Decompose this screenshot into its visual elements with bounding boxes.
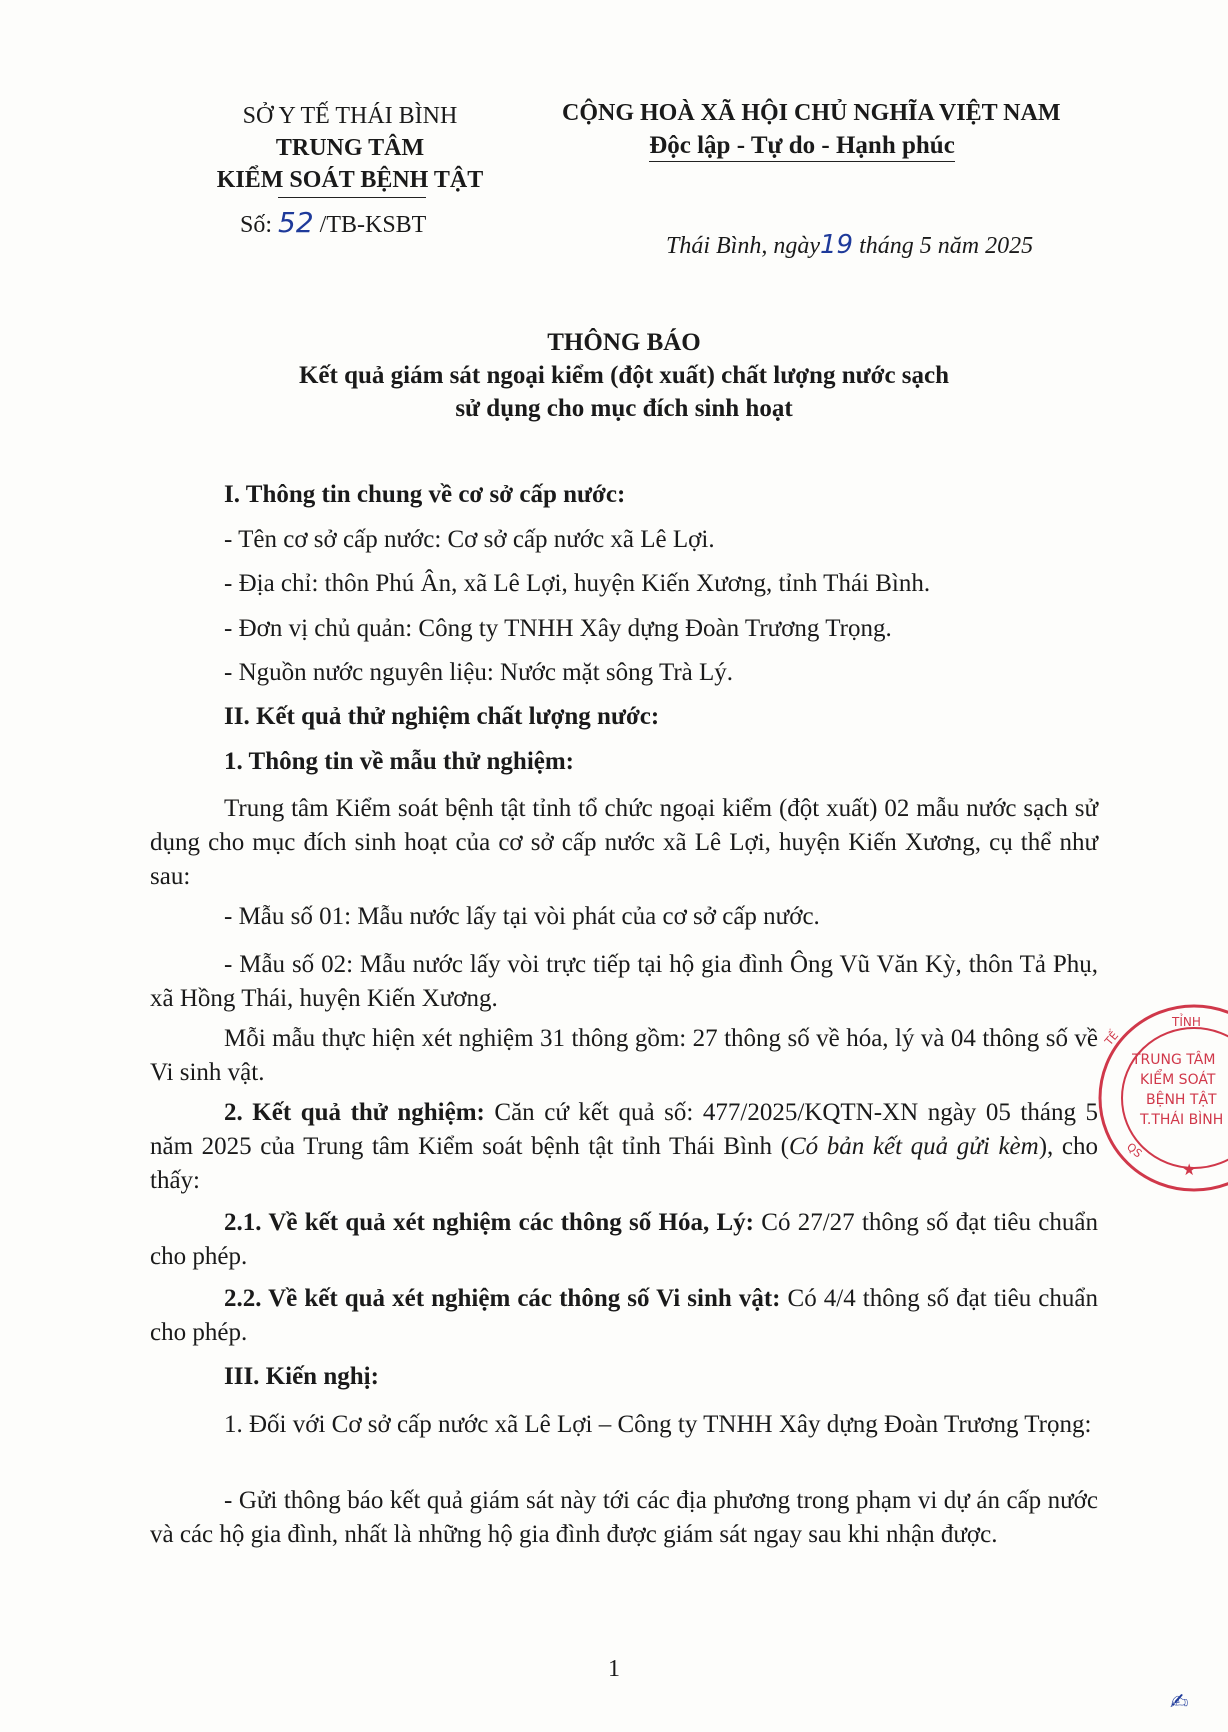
results-heading: 2. Kết quả thử nghiệm: (224, 1099, 485, 1126)
results-paragraph (150, 1096, 1098, 1198)
agency-center: TRUNG TÂM (275, 135, 425, 161)
result-micro-text: Có 4/4 thông số đạt tiêu chuẩn cho phép. (150, 1285, 1098, 1346)
svg-text:QS: QS (1124, 1140, 1145, 1161)
date-day-handwritten: 19 (820, 230, 854, 260)
date-line (666, 230, 1033, 260)
results-end: ), cho thấy: (150, 1133, 1099, 1194)
number-handwritten: 52 (278, 206, 314, 239)
handwritten-initial-icon: ✍ (1170, 1690, 1189, 1715)
section-2-heading: II. Kết quả thử nghiệm chất lượng nước: (224, 703, 660, 730)
svg-text:★: ★ (1182, 1160, 1197, 1179)
result-physchem-heading: 2.1. Về kết quả xét nghiệm các thông số Hóa, Lý: (224, 1209, 754, 1236)
date-prefix: Thái Bình, ngày (666, 233, 820, 259)
agency-name: KIỂM SOÁT BỆNH TẬT (216, 167, 484, 193)
stamp-line-3: BỆNH TẬT (1146, 1092, 1217, 1108)
document-number (240, 206, 426, 239)
agency-ministry: SỞ Y TẾ THÁI BÌNH (242, 103, 458, 129)
info-source: - Nguồn nước nguyên liệu: Nước mặt sông Trà Lý. (224, 659, 734, 686)
doc-title: THÔNG BÁO (547, 329, 701, 356)
agency-underline (278, 197, 426, 198)
result-physchem-text: Có 27/27 thông số đạt tiêu chuẩn cho phép. (150, 1209, 1098, 1270)
sample-1: - Mẫu số 01: Mẫu nước lấy tại vòi phát của cơ sở cấp nước. (224, 903, 820, 930)
agency-block (190, 100, 510, 196)
section-2-1-heading: 1. Thông tin về mẫu thử nghiệm: (224, 748, 575, 775)
info-owner: - Đơn vị chủ quản: Công ty TNHH Xây dựng Đoàn Trương Trọng. (224, 615, 892, 642)
section-1-heading: I. Thông tin chung về cơ sở cấp nước: (224, 481, 626, 508)
motto: Độc lập - Tự do - Hạnh phúc (649, 132, 955, 162)
stamp-line-2: KIỂM SOÁT (1140, 1072, 1216, 1088)
number-suffix: /TB-KSBT (319, 212, 427, 238)
section-3-heading: III. Kiến nghị: (224, 1363, 379, 1390)
sample-info-paragraph: Trung tâm Kiểm soát bệnh tật tỉnh tổ chức ngoại kiểm (đột xuất) 02 mẫu nước sạch sử dụng cho mục đích sinh hoạt của cơ sở cấp nước xã Lê Lợi, huyện Kiến Xương, cụ thể như sau: (150, 795, 1098, 890)
recommendation-1-detail: - Gửi thông báo kết quả giám sát này tới các địa phương trong phạm vi dự án cấp nước và các hộ gia đình, nhất là những hộ gia đình được giám sát ngay sau khi nhận được. (150, 1487, 1098, 1548)
nation-title: CỘNG HOÀ XÃ HỘI CHỦ NGHĨA VIỆT NAM (562, 100, 1061, 126)
tests-paragraph: Mỗi mẫu thực hiện xét nghiệm 31 thông gồm: 27 thông số về hóa, lý và 04 thông số về Vi sinh vật. (150, 1025, 1098, 1086)
results-attachment: Có bản kết quả gửi kèm (788, 1133, 1039, 1160)
result-physchem (150, 1206, 1098, 1274)
number-label: Số: (240, 212, 273, 238)
page-number: 1 (608, 1656, 620, 1682)
doc-subtitle-2: sử dụng cho mục đích sinh hoạt (455, 395, 793, 422)
results-text: Căn cứ kết quả số: 477/2025/KQTN-XN ngày 05 tháng 5 năm 2025 của Trung tâm Kiểm soát bệnh tật tỉnh Thái Bình ( (150, 1099, 1098, 1160)
svg-text:TẾ: TẾ (1102, 1029, 1122, 1048)
red-stamp (1096, 1000, 1228, 1196)
motto-wrap (562, 132, 1042, 160)
result-micro (150, 1282, 1098, 1350)
stamp-top: TỈNH (1172, 1015, 1201, 1029)
info-facility-name: - Tên cơ sở cấp nước: Cơ sở cấp nước xã Lê Lợi. (224, 526, 715, 553)
stamp-line-4: T.THÁI BÌNH (1140, 1112, 1224, 1128)
sample-2: - Mẫu số 02: Mẫu nước lấy vòi trực tiếp tại hộ gia đình Ông Vũ Văn Kỳ, thôn Tả Phụ, xã Hồng Thái, huyện Kiến Xương. (150, 951, 1098, 1012)
stamp-line-1: TRUNG TÂM (1132, 1052, 1216, 1068)
info-address: - Địa chỉ: thôn Phú Ân, xã Lê Lợi, huyện Kiến Xương, tỉnh Thái Bình. (224, 570, 931, 597)
recommendation-1: 1. Đối với Cơ sở cấp nước xã Lê Lợi – Công ty TNHH Xây dựng Đoàn Trương Trọng: (224, 1411, 1092, 1438)
result-micro-heading: 2.2. Về kết quả xét nghiệm các thông số Vi sinh vật: (224, 1285, 781, 1312)
stamp-text (1132, 1012, 1228, 1130)
doc-subtitle-1: Kết quả giám sát ngoại kiểm (đột xuất) chất lượng nước sạch (298, 362, 950, 389)
title-block (150, 326, 1098, 425)
date-rest: tháng 5 năm 2025 (859, 233, 1034, 259)
